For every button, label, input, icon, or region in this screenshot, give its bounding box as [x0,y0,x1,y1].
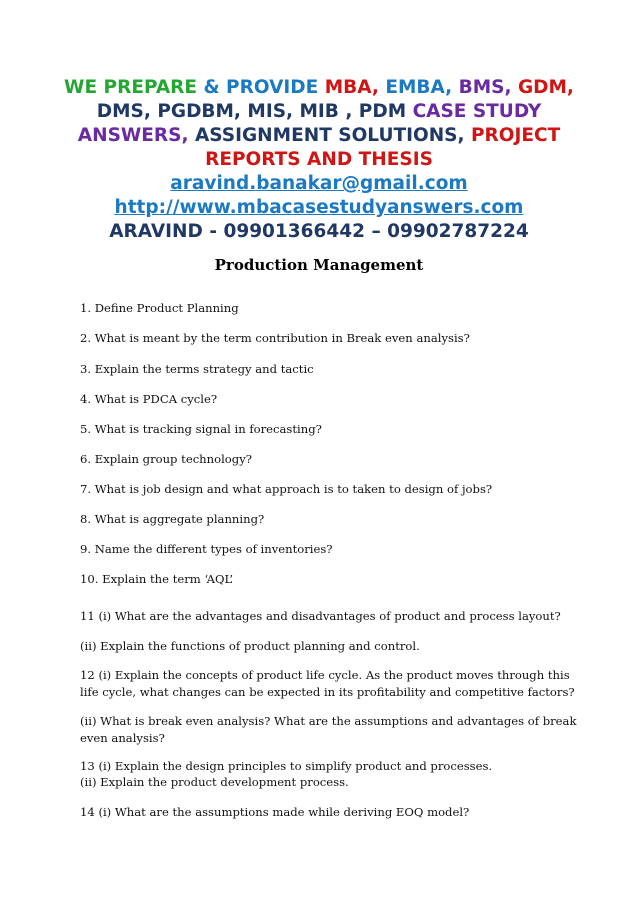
question-item: 11 (i) What are the advantages and disadvantages of product and process layout? [80,609,561,623]
banner-text: EMBA, [385,77,459,98]
question-item: 14 (i) What are the assumptions made while deriving EOQ model? [80,805,470,819]
banner-line-1 [40,76,598,100]
banner-line-2 [40,100,598,124]
email-line [40,172,598,196]
banner-text: BMS, [458,77,518,98]
banner-text: ANSWERS, [77,125,195,146]
question-item: 12 (i) Explain the concepts of product life cycle. As the product moves through this life cycle, what changes can be expected in its profitability and competitive factors? [80,668,575,699]
question-item: 13 (i) Explain the design principles to simplify product and processes. [80,759,493,773]
url-line [40,196,598,220]
banner-text: ASSIGNMENT SOLUTIONS, [194,125,471,146]
question-item: 8. What is aggregate planning? [80,512,265,526]
question-item: 5. What is tracking signal in forecasting? [80,422,322,436]
banner-text: DMS, PGDBM, MIS, MIB , PDM [96,101,413,122]
website-link[interactable]: http://www.mbacasestudyanswers.com [114,197,524,218]
banner-text: MBA, [324,77,386,98]
question-item: 10. Explain the term ‘AQL’ [80,572,234,586]
question-item: (ii) Explain the functions of product planning and control. [80,639,420,653]
phone-line: ARAVIND - 09901366442 – 09902787224 [109,221,529,242]
banner-text: CASE STUDY [412,101,542,122]
question-item: (ii) Explain the product development process. [80,775,349,789]
banner-text: WE PREPARE [64,77,204,98]
question-item: (ii) What is break even analysis? What are the assumptions and advantages of break even analysis? [80,714,577,745]
banner-text: & PROVIDE [203,77,325,98]
banner-line-3 [40,124,598,148]
question-item: 2. What is meant by the term contribution in Break even analysis? [80,331,470,345]
question-item: 6. Explain group technology? [80,452,252,466]
question-item: 3. Explain the terms strategy and tactic [80,362,314,376]
banner-text: PROJECT [470,125,561,146]
email-link[interactable]: aravind.banakar@gmail.com [170,173,468,194]
banner-text: GDM, [517,77,574,98]
question-item: 9. Name the different types of inventories? [80,542,333,556]
question-item: 1. Define Product Planning [80,301,239,315]
document-title: Production Management [214,256,424,274]
banner-line-4: REPORTS AND THESIS [205,149,433,170]
question-item: 4. What is PDCA cycle? [80,392,218,406]
question-item: 7. What is job design and what approach is to taken to design of jobs? [80,482,493,496]
